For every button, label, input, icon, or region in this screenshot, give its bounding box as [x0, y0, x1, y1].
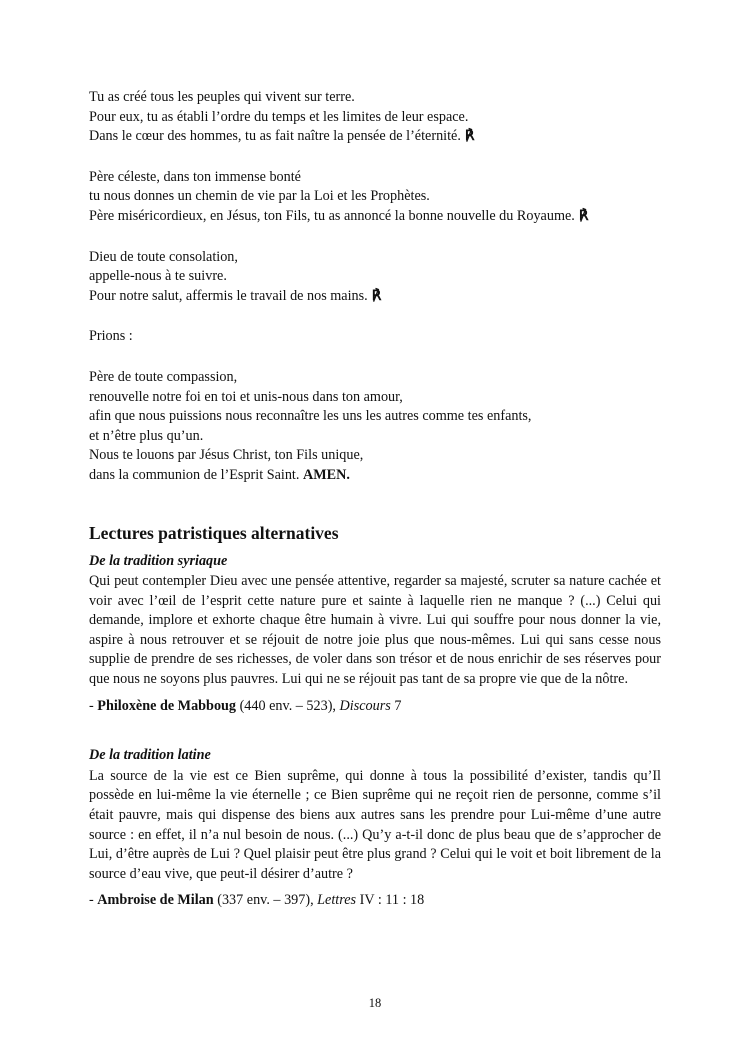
stanza-line: Père céleste, dans ton immense bonté — [89, 168, 301, 185]
latin-work: Lettres — [317, 892, 357, 909]
stanza-line-with-response — [89, 287, 661, 307]
prayer-stanza-3 — [89, 248, 661, 307]
syriac-reading-text: Qui peut contempler Dieu avec une pensée attentive, regarder sa majesté, scruter sa nature cachée et voir avec l’œil de l’esprit cette nature pure et sainte à laquelle rien ne manque ? (...) Celui qui demande, implore et exhorte chaque être humain à vivre. Lui qui souffre pour nous donner la vie, aspire à nous retrouver et se réjouit de notre joie plus que nous-mêmes. Lui qui sans cesse nous supplie de prendre de ses richesses, de voler dans son trésor et de nous enrichir de ses réserves pour que nous ne soyons plus pauvres. Lui qui ne se réjouit pas tant de sa propre vie que de la nôtre. — [89, 573, 661, 688]
stanza-line: Pour eux, tu as établi l’ordre du temps et les limites de leur espace. — [89, 108, 469, 125]
prayer-stanza-2 — [89, 168, 661, 227]
amen-text: AMEN. — [302, 466, 350, 483]
latin-author: Ambroise de Milan — [97, 892, 214, 909]
latin-ref: IV : 11 : 18 — [356, 892, 425, 909]
stanza-line-with-response — [89, 127, 661, 147]
stanza-line-with-response — [89, 207, 661, 227]
syriac-attribution — [89, 697, 661, 717]
final-prayer — [89, 368, 661, 486]
response-symbol: ℟ — [371, 287, 382, 304]
latin-reading-text: La source de la vie est ce Bien suprême, qui donne à tous la possibilité d’exister, tandis qu’Il possède en lui-même la vie éternelle ; ce Bien suprême qui ne reçoit rien de personne, comme s’il était pauvre, mais qui dispense des biens aux autres sans les prendre pour Lui-même d’une autre source : en effet, il n’a nul besoin de nous. (...) Qu’y a-t-il donc de plus beau que de s’approcher de Lui, d’être auprès de Lui ? Quel plaisir peut être plus grand ? Celui qui le voit et boit librement de la source d’eau vive, que peut-il désirer d’autre ? — [89, 767, 661, 882]
latin-subtitle: De la tradition latine — [89, 747, 211, 764]
syriac-subtitle: De la tradition syriaque — [89, 552, 228, 569]
final-prayer-line: afin que nous puissions nous reconnaître les uns les autres comme tes enfants, — [89, 408, 532, 425]
section-title: Lectures patristiques alternatives — [89, 522, 339, 543]
page-number: 18 — [368, 996, 382, 1010]
prions-heading: Prions : — [89, 328, 133, 345]
stanza-line-text: Dans le cœur des hommes, tu as fait naître la pensée de l’éternité. — [89, 128, 461, 145]
response-symbol: ℟ — [578, 207, 589, 224]
stanza-line: appelle-nous à te suivre. — [89, 268, 227, 285]
stanza-line: Tu as créé tous les peuples qui vivent sur terre. — [89, 89, 355, 105]
final-prayer-line: renouvelle notre foi en toi et unis-nous dans ton amour, — [89, 388, 403, 405]
final-prayer-line-text: dans la communion de l’Esprit Saint. — [89, 466, 300, 483]
latin-dates: (337 env. – 397), — [213, 892, 318, 909]
stanza-line-text: Père miséricordieux, en Jésus, ton Fils, tu as annoncé la bonne nouvelle du Royaume. — [89, 207, 575, 224]
stanza-line-text: Pour notre salut, affermis le travail de nos mains. — [89, 287, 368, 304]
syriac-dates: (440 env. – 523), — [236, 697, 340, 714]
final-prayer-line: et n’être plus qu’un. — [89, 427, 204, 444]
syriac-author: Philoxène de Mabboug — [97, 697, 237, 714]
stanza-line: Dieu de toute consolation, — [89, 248, 238, 265]
syriac-work: Discours — [339, 697, 391, 714]
page-content — [89, 88, 661, 911]
attribution-dash: - — [89, 697, 98, 714]
response-symbol: ℟ — [464, 128, 475, 145]
prayer-stanza-1 — [89, 88, 661, 147]
stanza-line: tu nous donnes un chemin de vie par la Loi et les Prophètes. — [89, 188, 430, 205]
final-prayer-last-line — [89, 466, 661, 486]
latin-attribution — [89, 891, 661, 911]
attribution-dash: - — [89, 892, 98, 909]
final-prayer-line: Père de toute compassion, — [89, 368, 238, 385]
syriac-ref: 7 — [390, 697, 402, 714]
final-prayer-line: Nous te louons par Jésus Christ, ton Fils unique, — [89, 447, 364, 464]
